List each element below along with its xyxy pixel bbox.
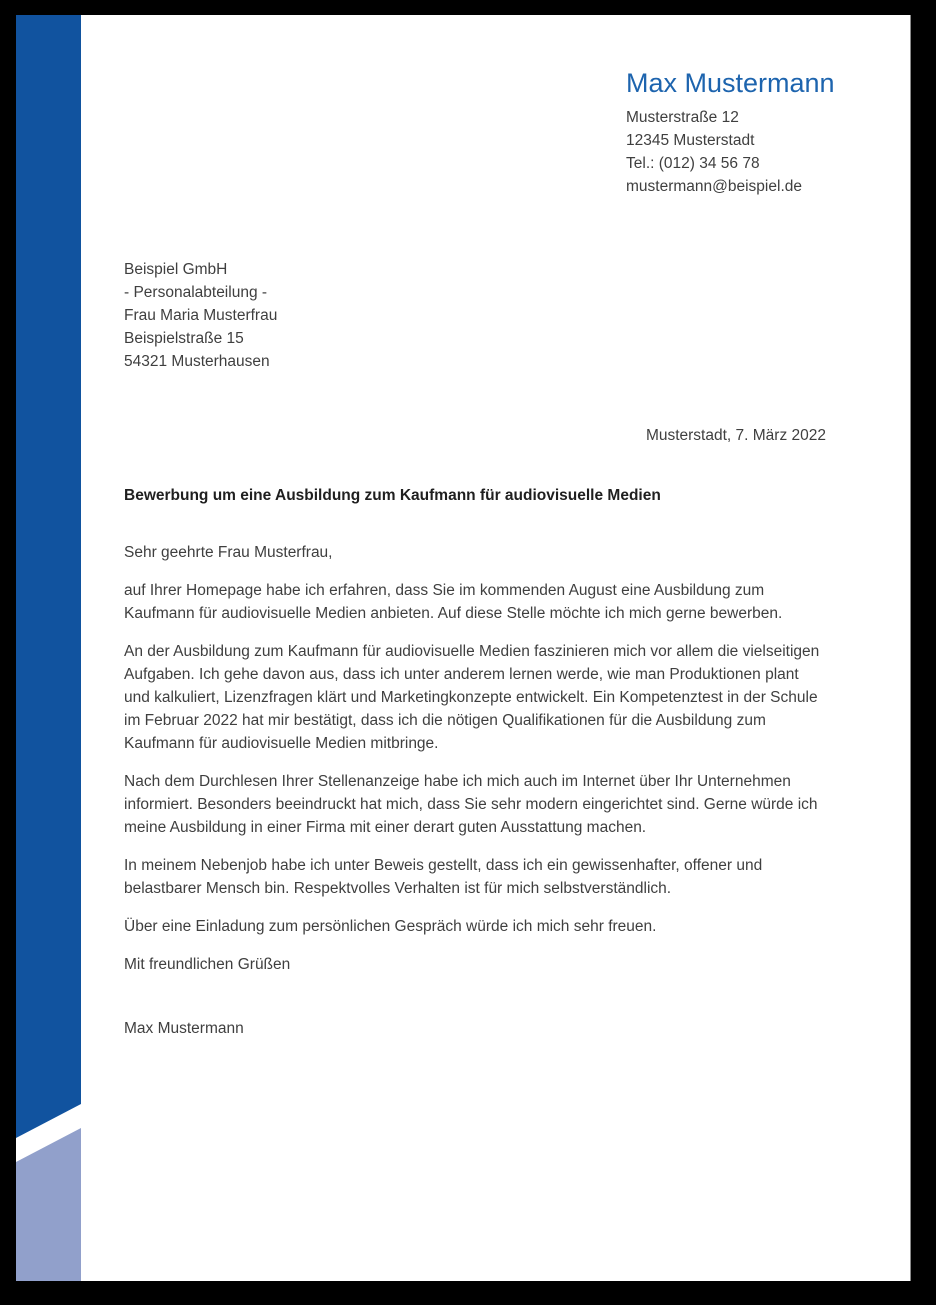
recipient-contact: Frau Maria Musterfrau — [124, 307, 278, 324]
sender-street: Musterstraße 12 — [626, 109, 739, 126]
sender-email: mustermann@beispiel.de — [626, 178, 802, 195]
recipient-block — [124, 258, 826, 373]
subject-line: Bewerbung um eine Ausbildung zum Kaufmann für audiovisuelle Medien — [124, 487, 661, 504]
paragraph-5: Über eine Einladung zum persönlichen Gespräch würde ich mich sehr freuen. — [124, 918, 657, 935]
salutation: Sehr geehrte Frau Musterfrau, — [124, 544, 333, 561]
recipient-street: Beispielstraße 15 — [124, 330, 244, 347]
letter-content — [124, 15, 826, 1040]
side-stripe-dark-segment — [16, 15, 81, 1281]
sender-city: 12345 Musterstadt — [626, 132, 755, 149]
letter-page — [16, 15, 911, 1281]
recipient-company: Beispiel GmbH — [124, 261, 228, 278]
recipient-city: 54321 Musterhausen — [124, 353, 270, 370]
paragraph-1: auf Ihrer Homepage habe ich erfahren, dass Sie im kommenden August eine Ausbildung zum Kaufmann für audiovisuelle Medien anbieten. Auf diese Stelle möchte ich mich gerne bewerben. — [124, 582, 783, 622]
date-line: Musterstadt, 7. März 2022 — [645, 427, 826, 444]
signature-name: Max Mustermann — [124, 1020, 244, 1037]
paragraph-2: An der Ausbildung zum Kaufmann für audiovisuelle Medien faszinieren mich vor allem die vielseitigen Aufgaben. Ich gehe davon aus, dass ich unter anderem lernen werde, wie man Produktionen plant und kalkuliert, Lizenzfragen klärt und Marketingkonzepte entwickelt. Ein Kompetenztest in der Schule im Februar 2022 hat mir bestätigt, dass ich die nötigen Qualifikationen für die Ausbildung zum Kaufmann für audiovisuelle Medien mitbringe. — [124, 643, 820, 752]
recipient-department: - Personalabteilung - — [124, 284, 268, 301]
side-stripe — [16, 15, 81, 1281]
closing-phrase: Mit freundlichen Grüßen — [124, 956, 291, 973]
paragraph-3: Nach dem Durchlesen Ihrer Stellenanzeige habe ich mich auch im Internet über Ihr Unternehmen informiert. Besonders beeindruckt hat mich, dass Sie sehr modern eingerichtet sind. Gerne würde ich meine Ausbildung in einer Firma mit einer derart guten Ausstattung machen. — [124, 773, 818, 836]
sender-phone: Tel.: (012) 34 56 78 — [626, 155, 760, 172]
paragraph-4: In meinem Nebenjob habe ich unter Beweis gestellt, dass ich ein gewissenhafter, offener und belastbarer Mensch bin. Respektvolles Verhalten ist für mich selbstverständlich. — [124, 857, 763, 897]
sender-name: Max Mustermann — [626, 68, 835, 98]
